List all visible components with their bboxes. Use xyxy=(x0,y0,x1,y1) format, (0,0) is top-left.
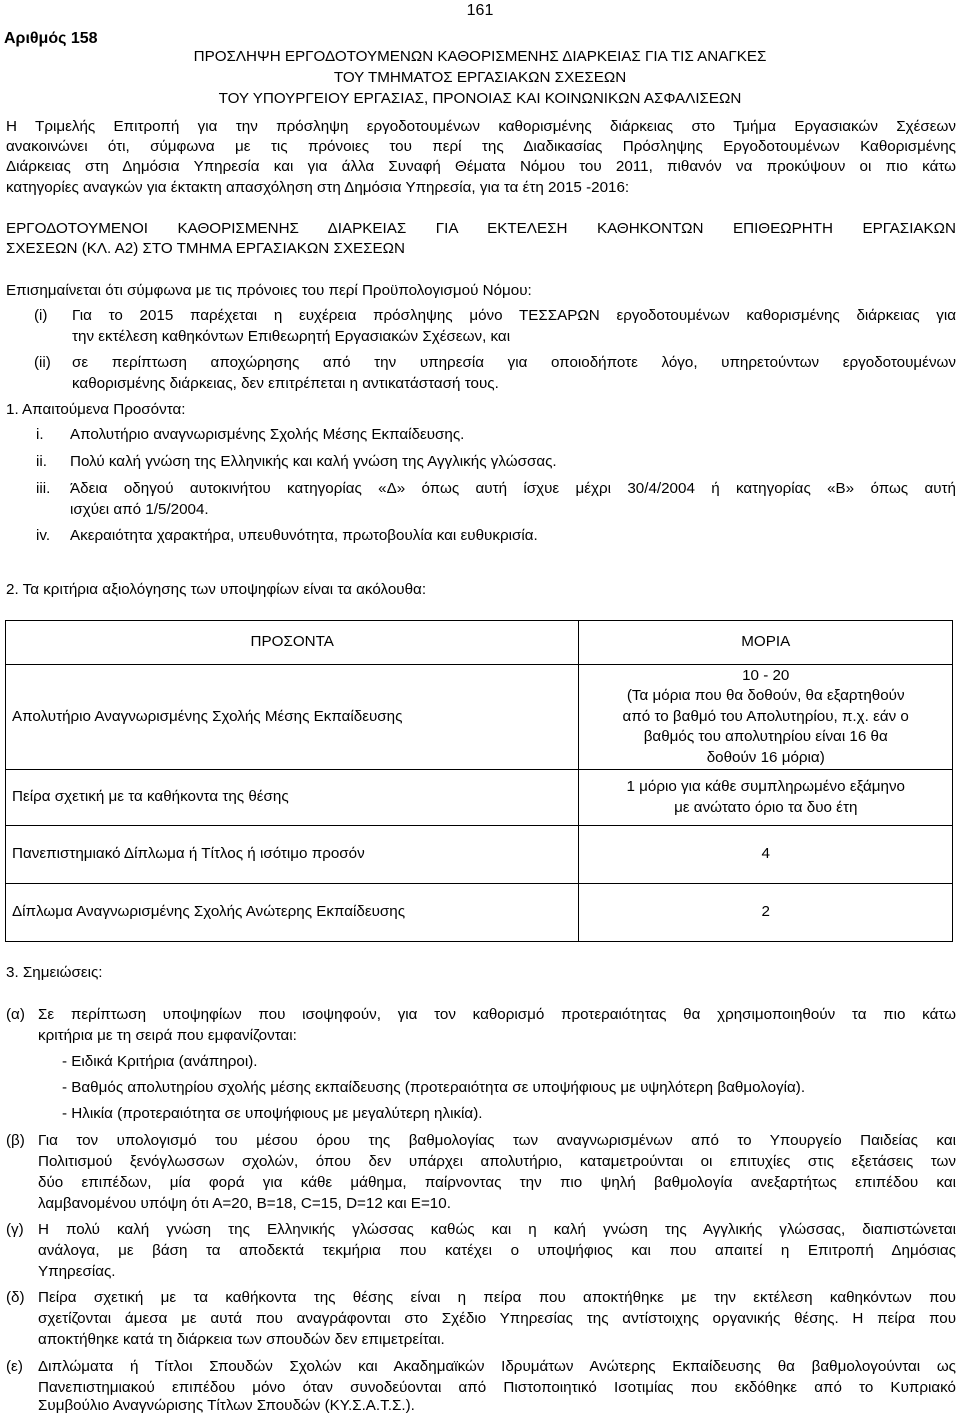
note-line: σχετίζονται άμεσα με αυτά που αναγράφονται στο Σχέδιο Υπηρεσίας της αντίστοιχης οργανικής θέσης. Η πείρα που xyxy=(38,1310,956,1327)
note-line: Υπηρεσίας. xyxy=(38,1263,116,1280)
points-cell xyxy=(579,665,953,770)
criteria-heading: 2. Τα κριτήρια αξιολόγησης των υποψηφίων είναι τα ακόλουθα: xyxy=(6,581,427,598)
points-line: (Τα μόρια που θα δοθούν, θα εξαρτηθούν xyxy=(626,687,905,705)
note-label: (α) xyxy=(6,1006,25,1023)
note-line: Συμβούλιο Αναγνώρισης Τίτλων Σπουδών (ΚΥ.Σ.Α.Τ.Σ.). xyxy=(38,1397,415,1414)
note-line: Πανεπιστημιακού επιπέδου μόνο όταν συνοδεύονται από Πιστοποιητικό Ισοτιμίας που εκδόθηκε από το Κυπριακό xyxy=(38,1379,956,1396)
note-line: αποκτήθηκε κατά τη διάρκεια των σπουδών δεν επιμετρείται. xyxy=(38,1331,445,1348)
budget-item-line: καθορισμένης διάρκειας, δεν επιτρέπεται η αντικατάστασή τους. xyxy=(72,375,499,392)
intro-line: ανακοινώνει ότι, σύμφωνα με τις πρόνοιες του περί της Διαδικασίας Πρόσληψης Εργοδοτουμένων Καθορισμένης xyxy=(6,138,956,155)
budget-item-line: Για το 2015 παρέχεται η ευχέρεια πρόσληψης μόνο ΤΕΣΣΑΡΩΝ εργοδοτουμένων καθορισμένης διάρκειας για xyxy=(72,307,956,324)
title-line: ΤΟΥ ΥΠΟΥΡΓΕΙΟΥ ΕΡΓΑΣΙΑΣ, ΠΡΟΝΟΙΑΣ ΚΑΙ ΚΟΙΝΩΝΙΚΩΝ ΑΣΦΑΛΙΣΕΩΝ xyxy=(218,90,742,107)
table-row xyxy=(6,826,953,884)
table-row xyxy=(6,884,953,942)
note-line: Διπλώματα ή Τίτλοι Σπουδών Σχολών και Ακαδημαϊκών Ιδρυμάτων Ανώτερης Εκπαίδευσης θα βαθμολογούνται ως xyxy=(38,1358,956,1375)
qualification-cell: Απολυτήριο Αναγνωρισμένης Σχολής Μέσης Εκπαίδευσης xyxy=(6,665,579,770)
note-line: δύο επιπέδων, μία φορά για κάθε μάθημα, παίρνοντας την πιο ψηλή βαθμολογία ανεξαρτήτως επιπέδου και xyxy=(38,1174,956,1191)
note-line: λαμβανομένου υπόψη ότι Α=20, Β=18, C=15, D=12 και E=10. xyxy=(38,1195,451,1212)
column-header: ΜΟΡΙΑ xyxy=(579,621,953,665)
page-number: 161 xyxy=(466,2,494,19)
qualification-item: Άδεια οδηγού αυτοκινήτου κατηγορίας «Δ» όπως αυτή ίσχυε μέχρι 30/4/2004 ή κατηγορίας «Β» όπως αυτή xyxy=(70,480,956,497)
column-header: ΠΡΟΣΟΝΤΑ xyxy=(6,621,579,665)
intro-line: Διάρκειας στη Δημόσια Υπηρεσία και για άλλα Συναφή Θέματα Νόμου του 2011, πιθανόν να προκύψουν οι πιο κάτω xyxy=(6,158,956,175)
budget-item-line: την εκτέλεση καθηκόντων Επιθεωρητή Εργασιακών Σχέσεων, και xyxy=(72,328,511,345)
qualification-item: Ακεραιότητα χαρακτήρα, υπευθυνότητα, πρωτοβουλία και ευθυκρισία. xyxy=(70,527,538,544)
qualification-item: Πολύ καλή γνώση της Ελληνικής και καλή γνώση της Αγγλικής γλώσσας. xyxy=(70,453,557,470)
points-line: από το βαθμό του Απολυτηρίου, π.χ. εάν ο xyxy=(622,707,909,725)
note-line: Η πολύ καλή γνώση της Ελληνικής γλώσσας καθώς και η καλή γνώση της Αγγλικής γλώσσας, διαπιστώνεται xyxy=(38,1221,956,1238)
qualification-item: Απολυτήριο αναγνωρισμένης Σχολής Μέσης Εκπαίδευσης. xyxy=(70,426,465,443)
points-line: βαθμός του απολυτηρίου είναι 16 θα xyxy=(643,728,888,746)
qualifications-heading: 1. Απαιτούμενα Προσόντα: xyxy=(6,401,186,418)
points-cell: 2 xyxy=(579,884,953,942)
points-cell: 4 xyxy=(579,826,953,884)
note-line: Σε περίπτωση υποψηφίων που ισοψηφούν, για τον καθορισμό προτεραιότητας θα χρησιμοποιηθούν τα πιο κάτω xyxy=(38,1006,956,1023)
item-label: iv. xyxy=(36,527,51,544)
budget-note: Επισημαίνεται ότι σύμφωνα με τις πρόνοιες του περί Προϋπολογισμού Νόμου: xyxy=(6,282,532,299)
points-cell xyxy=(579,770,953,826)
intro-line: Η Τριμελής Επιτροπή για την πρόσληψη εργοδοτουμένων καθορισμένης διάρκειας στο Τμήμα Εργασιακών Σχέσεων xyxy=(6,118,956,135)
section-heading: ΣΧΕΣΕΩΝ (ΚΛ. Α2) ΣΤΟ ΤΜΗΜΑ ΕΡΓΑΣΙΑΚΩΝ ΣΧΕΣΕΩΝ xyxy=(6,240,405,257)
qualification-cell: Πανεπιστημιακό Δίπλωμα ή Τίτλος ή ισότιμο προσόν xyxy=(6,826,579,884)
document-number: Αριθμός 158 xyxy=(4,30,98,47)
qualification-item: ισχύει από 1/5/2004. xyxy=(70,501,209,518)
note-line: κριτήρια με τη σειρά που εμφανίζονται: xyxy=(38,1027,297,1044)
title-line: ΤΟΥ ΤΜΗΜΑΤΟΣ ΕΡΓΑΣΙΑΚΩΝ ΣΧΕΣΕΩΝ xyxy=(333,69,627,86)
points-line: 10 - 20 xyxy=(742,666,790,684)
budget-item-line: σε περίπτωση αποχώρησης από την υπηρεσία για οποιοδήποτε λόγο, υπηρετούντων εργοδοτουμένων xyxy=(72,354,956,371)
item-label: ii. xyxy=(36,453,47,470)
notes-heading: 3. Σημειώσεις: xyxy=(6,964,103,981)
title-line: ΠΡΟΣΛΗΨΗ ΕΡΓΟΔΟΤΟΥΜΕΝΩΝ ΚΑΘΟΡΙΣΜΕΝΗΣ ΔΙΑΡΚΕΙΑΣ ΓΙΑ ΤΙΣ ΑΝΑΓΚΕΣ xyxy=(193,48,767,65)
note-label: (ε) xyxy=(6,1358,23,1375)
note-bullet: - Ειδικά Κριτήρια (ανάπηροι). xyxy=(62,1053,258,1070)
points-line: 1 μόριο για κάθε συμπληρωμένο εξάμηνο xyxy=(626,778,905,795)
points-line: δοθούν 16 μόρια) xyxy=(706,748,825,766)
note-label: (β) xyxy=(6,1132,25,1149)
note-bullet: - Βαθμός απολυτηρίου σχολής μέσης εκπαίδευσης (προτεραιότητα σε υποψήφιους με υψηλότερη βαθμολογία). xyxy=(62,1079,806,1096)
note-line: ανάλογα, με βάση τα αποδεκτά τεκμήρια που κατέχει ο υποψήφιος και που απαιτεί η Επιτροπή Δημόσιας xyxy=(38,1242,956,1259)
note-line: Πολιτισμού ξενόγλωσσων σχολών, όπου δεν υπάρχει απολυτήριο, καταμετρούνται οι επιτυχίες στις εξετάσεις των xyxy=(38,1153,956,1170)
table-row xyxy=(6,665,953,770)
note-label: (γ) xyxy=(6,1221,24,1238)
points-line: με ανώτατο όριο τα δυο έτη xyxy=(674,798,858,816)
intro-line: κατηγορίες αναγκών για έκτακτη απασχόληση στη Δημόσια Υπηρεσία, για τα έτη 2015 -2016: xyxy=(6,179,630,196)
note-line: Πείρα σχετική με τα καθήκοντα της θέσης είναι η πείρα που αποκτήθηκε με την εκτέλεση καθηκόντων που xyxy=(38,1289,956,1306)
item-label: i. xyxy=(36,426,44,443)
qualification-cell: Δίπλωμα Αναγνωρισμένης Σχολής Ανώτερης Εκπαίδευσης xyxy=(6,884,579,942)
note-line: Για τον υπολογισμό του μέσου όρου της βαθμολογίας των αναγνωρισμένων από το Υπουργείο Παιδείας και xyxy=(38,1132,956,1149)
section-heading: ΕΡΓΟΔΟΤΟΥΜΕΝΟΙ ΚΑΘΟΡΙΣΜΕΝΗΣ ΔΙΑΡΚΕΙΑΣ ΓΙΑ ΕΚΤΕΛΕΣΗ ΚΑΘΗΚΟΝΤΩΝ ΕΠΙΘΕΩΡΗΤΗ ΕΡΓΑΣΙΑΚΩΝ xyxy=(6,220,956,237)
table-header-row xyxy=(6,621,953,665)
note-label: (δ) xyxy=(6,1289,25,1306)
item-label: (i) xyxy=(34,307,48,324)
criteria-table xyxy=(5,620,953,942)
note-bullet: - Ηλικία (προτεραιότητα σε υποψήφιους με μεγαλύτερη ηλικία). xyxy=(62,1105,483,1122)
qualification-cell: Πείρα σχετική με τα καθήκοντα της θέσης xyxy=(6,770,579,826)
table-row xyxy=(6,770,953,826)
item-label: iii. xyxy=(36,480,51,497)
item-label: (ii) xyxy=(34,354,51,371)
